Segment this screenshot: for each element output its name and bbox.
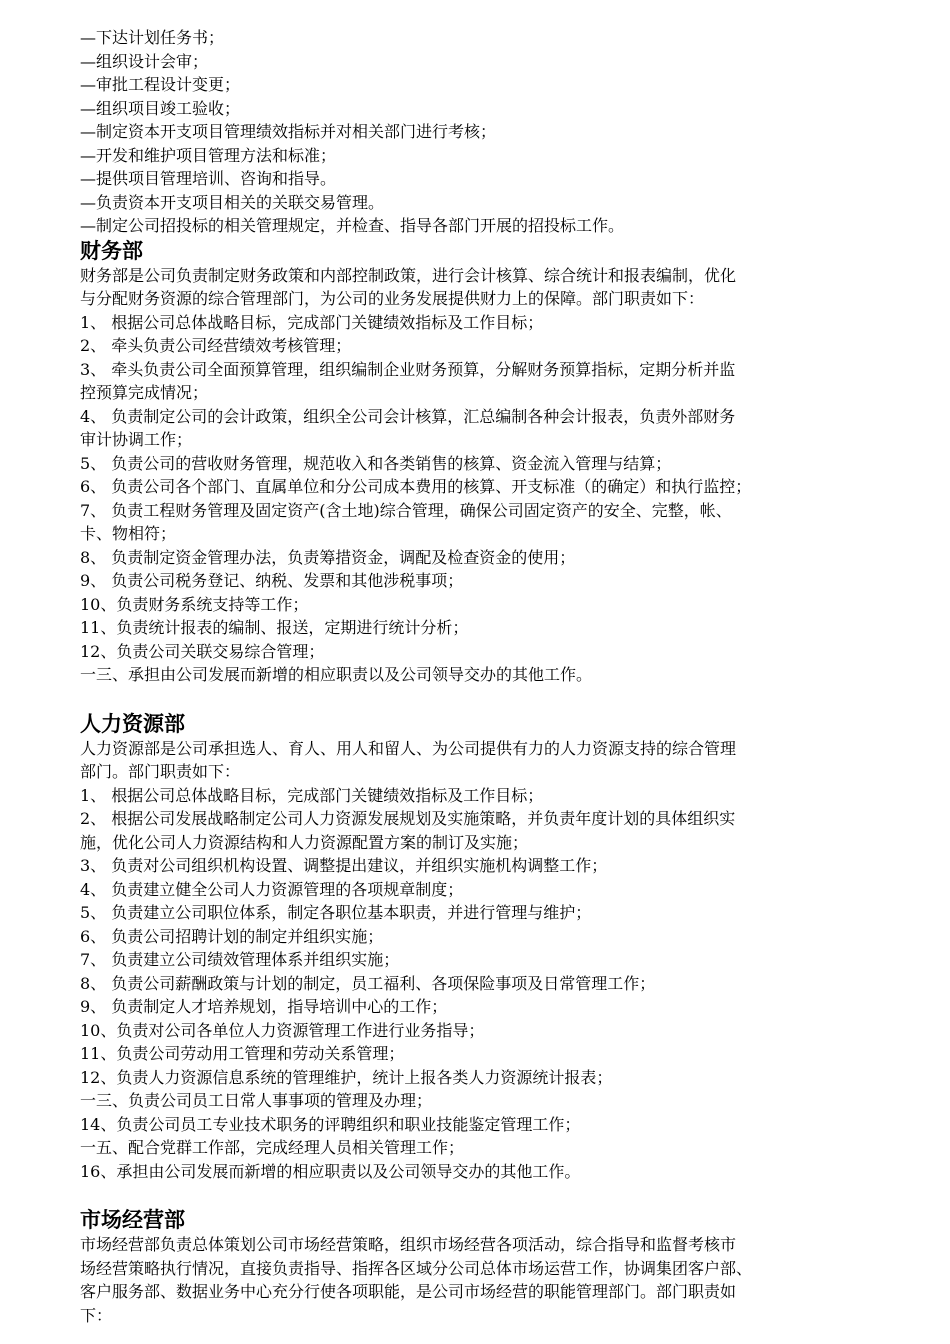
section-spacer	[80, 687, 880, 711]
list-item: 2、 牵头负责公司经营绩效考核管理；	[80, 336, 352, 355]
list-item: 8、 负责公司薪酬政策与计划的制定，员工福利、各项保险事项及日常管理工作；	[80, 973, 656, 993]
list-item: 11、负责统计报表的编制、报送，定期进行统计分析；	[80, 618, 469, 637]
list-item: 9、 负责公司税务登记、纳税、发票和其他涉税事项；	[80, 571, 464, 590]
market-intro-line: 场经营策略执行情况，直接负责指导、指挥各区域分公司总体市场运营工作，协调集团客户部、	[80, 1258, 753, 1278]
list-item: —负责资本开支项目相关的关联交易管理。	[80, 192, 385, 212]
list-item: 控预算完成情况；	[80, 383, 209, 402]
section-spacer	[80, 1183, 880, 1207]
list-item: 7、 负责建立公司绩效管理体系并组织实施；	[80, 950, 400, 969]
list-item: 5、 负责公司的营收财务管理，规范收入和各类销售的核算、资金流入管理与结算；	[80, 453, 672, 473]
list-item: 4、 负责制定公司的会计政策，组织全公司会计核算，汇总编制各种会计报表，负责外部财务	[80, 406, 736, 426]
market-intro-line: 客户服务部、数据业务中心充分行使各项职能，是公司市场经营的职能管理部门。部门职责如	[80, 1282, 737, 1301]
list-item: 4、 负责建立健全公司人力资源管理的各项规章制度；	[80, 879, 464, 899]
list-item: 6、 负责公司招聘计划的制定并组织实施；	[80, 926, 384, 946]
list-item: 9、 负责制定人才培养规划，指导培训中心的工作；	[80, 997, 448, 1016]
finance-intro-line: 与分配财务资源的综合管理部门，为公司的业务发展提供财力上的保障。部门职责如下：	[80, 289, 705, 308]
list-item: 一三、承担由公司发展而新增的相应职责以及公司领导交办的其他工作。	[80, 665, 593, 684]
list-item: 12、负责公司关联交易综合管理；	[80, 641, 325, 661]
finance-heading: 财务部	[80, 238, 143, 263]
list-item: 卡、物相符；	[80, 524, 177, 543]
list-item: —开发和维护项目管理方法和标准；	[80, 145, 337, 165]
list-item: 14、负责公司员工专业技术职务的评聘组织和职业技能鉴定管理工作；	[80, 1114, 581, 1134]
hr-intro-line: 人力资源部是公司承担选人、育人、用人和留人、为公司提供有力的人力资源支持的综合管理	[80, 738, 737, 758]
list-item: 3、 负责对公司组织机构设置、调整提出建议，并组织实施机构调整工作；	[80, 856, 608, 875]
list-item: —提供项目管理培训、咨询和指导。	[80, 169, 337, 188]
list-item: 8、 负责制定资金管理办法，负责筹措资金，调配及检查资金的使用；	[80, 547, 576, 567]
list-item: 7、 负责工程财务管理及固定资产(含土地)综合管理，确保公司固定资产的安全、完整，帐、	[80, 500, 732, 520]
list-item: 3、 牵头负责公司全面预算管理，组织编制企业财务预算，分解财务预算指标，定期分析并监	[80, 359, 736, 379]
hr-intro-line: 部门。部门职责如下：	[80, 762, 241, 781]
list-item: —制定资本开支项目管理绩效指标并对相关部门进行考核；	[80, 122, 497, 141]
list-item: —制定公司招投标的相关管理规定，并检查、指导各部门开展的招投标工作。	[80, 216, 625, 235]
list-item: 16、承担由公司发展而新增的相应职责以及公司领导交办的其他工作。	[80, 1161, 581, 1181]
finance-intro-line: 财务部是公司负责制定财务政策和内部控制政策，进行会计核算、综合统计和报表编制，优化	[80, 265, 737, 285]
market-heading: 市场经营部	[80, 1208, 185, 1232]
market-intro-line: 市场经营部负责总体策划公司市场经营策略，组织市场经营各项活动，综合指导和监督考核市	[80, 1235, 737, 1254]
list-item: 审计协调工作；	[80, 430, 193, 449]
list-item: —组织项目竣工验收；	[80, 98, 241, 118]
list-item: —审批工程设计变更；	[80, 75, 241, 94]
list-item: 1、 根据公司总体战略目标，完成部门关键绩效指标及工作目标；	[80, 312, 544, 332]
list-item: 施，优化公司人力资源结构和人力资源配置方案的制订及实施；	[80, 832, 529, 852]
list-item: 11、负责公司劳动用工管理和劳动关系管理；	[80, 1044, 405, 1063]
list-item: —组织设计会审；	[80, 51, 209, 71]
list-item: 2、 根据公司发展战略制定公司人力资源发展规划及实施策略，并负责年度计划的具体组织实	[80, 809, 736, 828]
project-duties-list	[80, 26, 880, 238]
list-item: 10、负责对公司各单位人力资源管理工作进行业务指导；	[80, 1020, 485, 1040]
list-item: 一三、负责公司员工日常人事事项的管理及办理；	[80, 1091, 433, 1110]
market-section	[80, 1207, 880, 1327]
finance-section	[80, 238, 880, 687]
list-item: 5、 负责建立公司职位体系，制定各职位基本职责，并进行管理与维护；	[80, 903, 592, 922]
list-item: 10、负责财务系统支持等工作；	[80, 594, 309, 614]
list-item: 12、负责人力资源信息系统的管理维护，统计上报各类人力资源统计报表；	[80, 1067, 613, 1087]
market-intro-line: 下：	[80, 1305, 113, 1325]
list-item: 一五、配合党群工作部，完成经理人员相关管理工作；	[80, 1138, 465, 1157]
hr-heading: 人力资源部	[80, 711, 185, 736]
list-item: —下达计划任务书；	[80, 28, 225, 47]
list-item: 6、 负责公司各个部门、直属单位和分公司成本费用的核算、开支标准（的确定）和执行监控；	[80, 477, 752, 496]
hr-section	[80, 711, 880, 1184]
list-item: 1、 根据公司总体战略目标，完成部门关键绩效指标及工作目标；	[80, 785, 544, 805]
